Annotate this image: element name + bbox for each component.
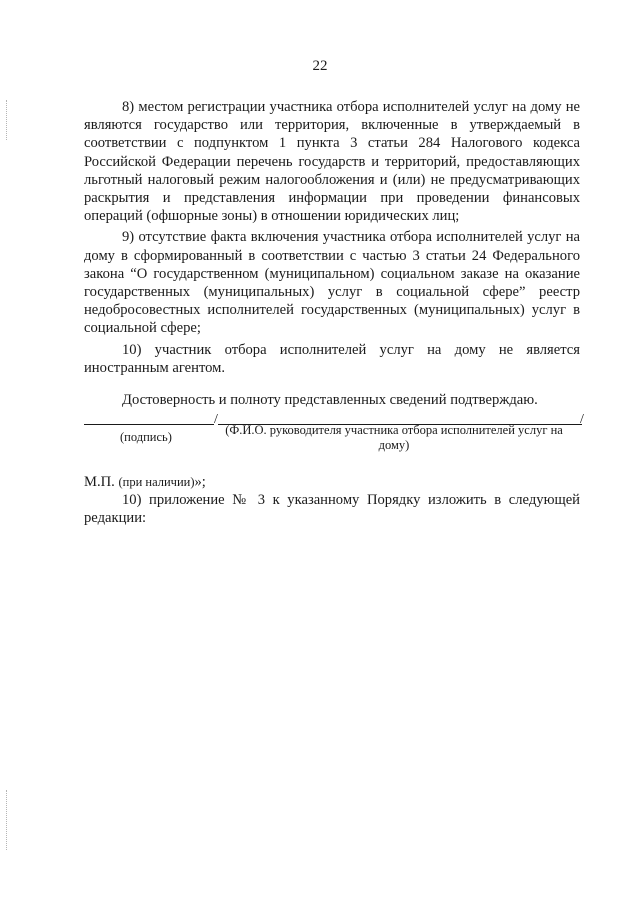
- signature-line: [84, 424, 214, 425]
- margin-scan-marks-top: [6, 100, 9, 140]
- final-paragraph: 10) приложение № 3 к указанному Порядку изложить в следующей редакции:: [84, 492, 580, 527]
- page-number: 22: [312, 58, 328, 74]
- body-text: [84, 98, 580, 377]
- paragraph-item-10: 10) участник отбора исполнителей услуг на дому не является иностранным агентом.: [84, 341, 580, 376]
- stamp-prefix: М.П.: [84, 474, 115, 490]
- signature-caption: (подпись): [120, 430, 172, 444]
- margin-scan-marks-bottom: [6, 790, 9, 850]
- confirmation-text: Достоверность и полноту представленных сведений подтверждаю.: [122, 392, 538, 408]
- paragraph-item-8: 8) местом регистрации участника отбора исполнителей услуг на дому не являются государство или территория, включенные в утверждаемый в соответствии с подпунктом 1 пункта 3 статьи 284 Налогового кодекса Российской Федерации перечень государств и территорий, предоставляющих льготный налоговый режим налогообложения и (или) не предусматривающих раскрытия и представления информации при проведении финансовых операций (офшорные зоны) в отношении юридических лиц;: [84, 99, 580, 225]
- stamp-line: [84, 474, 206, 491]
- paragraph-item-9: 9) отсутствие факта включения участника отбора исполнителей услуг на дому в сформированный в соответствии с частью 3 статьи 24 Федерального закона “О государственном (муниципальном) социальном заказе на оказание государственных (муниципальных) услуг в социальной сфере” реестр недобросовестных исполнителей государственных (муниципальных) услуг в социальной сфере;: [84, 229, 580, 337]
- signature-slash-2: /: [580, 412, 584, 427]
- stamp-suffix: »;: [194, 474, 206, 490]
- name-caption: (Ф.И.О. руководителя участника отбора исполнителей услуг на дому): [225, 423, 563, 452]
- final-text: [84, 491, 580, 527]
- stamp-note: (при наличии): [118, 475, 195, 489]
- signature-slash-1: /: [214, 412, 218, 427]
